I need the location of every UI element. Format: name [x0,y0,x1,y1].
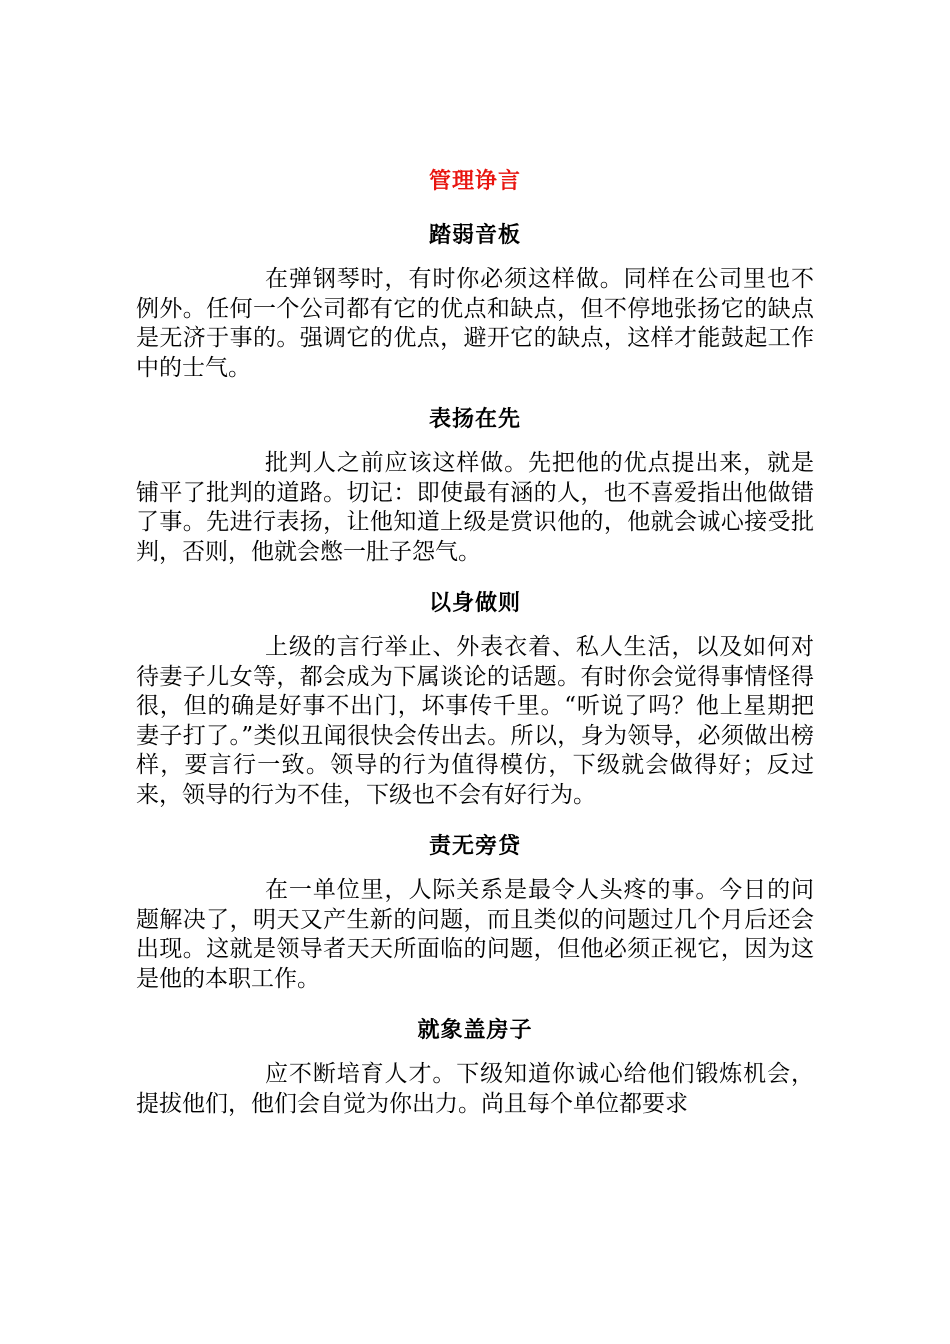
section-heading-2: 表扬在先 [428,407,521,432]
section-paragraph-5: 应不断培育人才。下级知道你诚心给他们锻炼机会，提拔他们，他们会自觉为你出力。尚且每个单位都要求 [136,1061,814,1117]
section-heading-3: 以身做则 [428,591,521,616]
section-heading-1: 踏弱音板 [428,223,521,248]
section-paragraph-2: 批判人之前应该这样做。先把他的优点提出来，就是铺平了批判的道路。切记：即使最有涵的人，也不喜爱指出他做错了事。先进行表扬，让他知道上级是赏识他的，他就会诚心接受批判，否则，他就会憋一肚子怨气。 [136,450,814,565]
section-heading-4: 责无旁贷 [428,834,521,859]
section-heading-5: 就象盖房子 [417,1018,533,1043]
section-paragraph-4: 在一单位里，人际关系是最令人头疼的事。今日的问题解决了，明天又产生新的问题，而且类似的问题过几个月后还会出现。这就是领导者天天所面临的问题，但他必须正视它，因为这是他的本职工作。 [136,877,814,992]
section-paragraph-3: 上级的言行举止、外表衣着、私人生活，以及如何对待妻子儿女等，都会成为下属谈论的话题。有时你会觉得事情怪得很，但的确是好事不出门，坏事传千里。“听说了吗？他上星期把妻子打了。”类似丑闻很快会传出去。所以，身为领导，必须做出榜样，要言行一致。领导的行为值得模仿，下级就会做得好；反过来，领导的行为不佳，下级也不会有好行为。 [136,634,814,808]
document-title: 管理诤言 [428,169,521,194]
document-body [136,165,814,1139]
section-paragraph-1: 在弹钢琴时，有时你必须这样做。同样在公司里也不例外。任何一个公司都有它的优点和缺点，但不停地张扬它的缺点是无济于事的。强调它的优点，避开它的缺点，这样才能鼓起工作中的士气。 [136,266,814,381]
